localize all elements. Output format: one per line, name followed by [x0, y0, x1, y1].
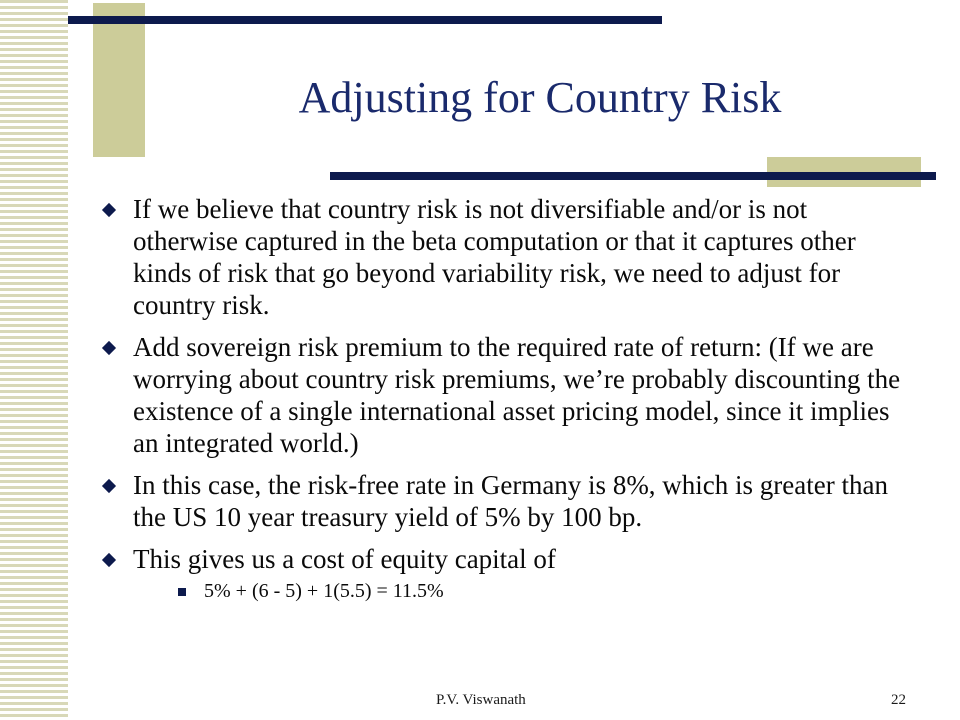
- decorative-bar-right: [330, 172, 936, 180]
- diamond-bullet-icon: [102, 203, 116, 217]
- decorative-block-top: [93, 3, 145, 157]
- diamond-bullet-icon: [102, 479, 116, 493]
- square-bullet-icon: [178, 588, 186, 596]
- bullet-item: [100, 331, 910, 459]
- page-number: 22: [891, 692, 906, 708]
- bullet-item: [100, 543, 910, 605]
- decorative-stripes: [0, 0, 68, 720]
- sub-bullet-item: [178, 577, 910, 605]
- diamond-bullet-icon: [102, 553, 116, 567]
- slide-title: Adjusting for Country Risk: [298, 73, 782, 122]
- footer-author: P.V. Viswanath: [436, 692, 526, 708]
- diamond-bullet-icon: [102, 341, 116, 355]
- bullet-text: In this case, the risk-free rate in Germany is 8%, which is greater than the US 10 year treasury yield of 5% by 100 bp.: [133, 470, 888, 532]
- bullet-item: [100, 193, 910, 321]
- bullet-text: If we believe that country risk is not diversifiable and/or is not otherwise captured in the beta computation or that it captures other kinds of risk that go beyond variability risk, we need to adjust for country risk.: [133, 194, 856, 320]
- bullet-text: This gives us a cost of equity capital of: [133, 544, 556, 574]
- sub-bullet-text: 5% + (6 - 5) + 1(5.5) = 11.5%: [204, 580, 444, 602]
- decorative-bar-top: [68, 16, 662, 24]
- bullet-list: [100, 193, 910, 615]
- bullet-item: [100, 469, 910, 533]
- bullet-text: Add sovereign risk premium to the required rate of return: (If we are worrying about country risk premiums, we’re probably discounting the existence of a single international asset pricing model, since it implies an integrated world.): [133, 332, 901, 458]
- sub-bullet-list: [178, 577, 910, 605]
